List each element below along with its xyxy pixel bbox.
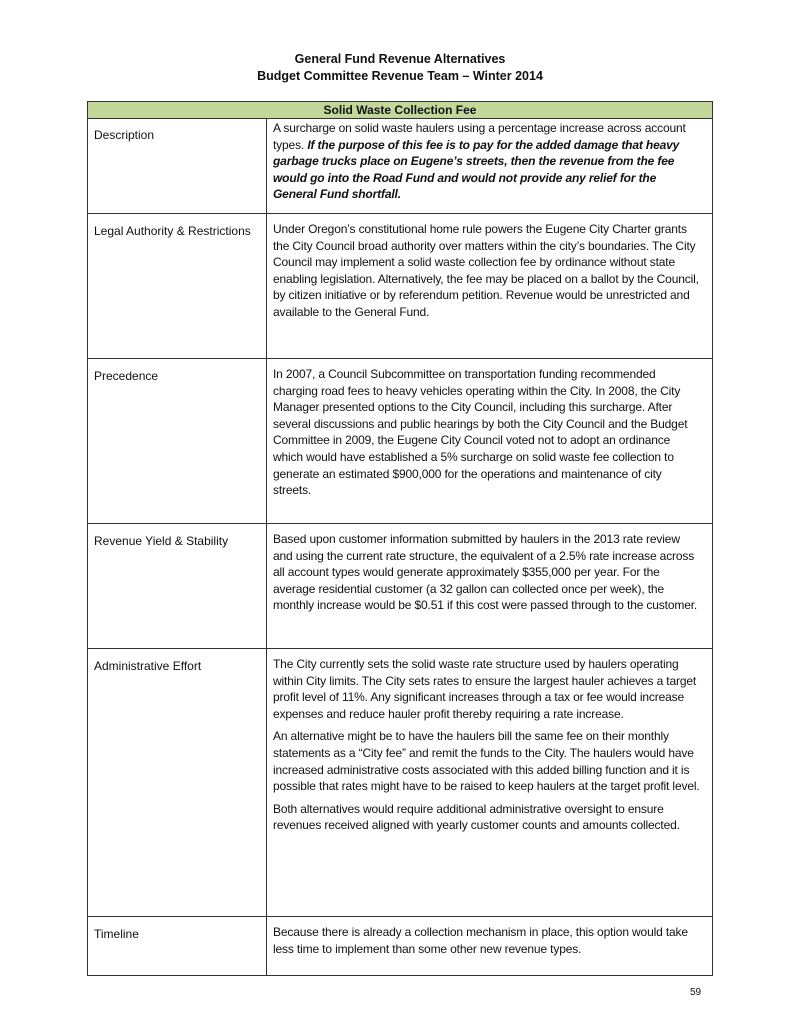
title-line-1: General Fund Revenue Alternatives (294, 52, 506, 66)
table-title: Solid Waste Collection Fee (88, 102, 713, 119)
revenue-alternative-table (87, 101, 713, 976)
row-text: A surcharge on solid waste haulers using a percentage increase across account types. (273, 121, 686, 152)
row-emphasis: If the purpose of this fee is to pay for the added damage that heavy garbage trucks place on Eugene’s streets, then the revenue from the fee would go into the Road Fund and would not provide any relief for the General Fund shortfall. (273, 137, 680, 202)
table-row-timeline (88, 917, 713, 976)
row-text: The City currently sets the solid waste rate structure used by haulers operating within City limits. The City sets rates to ensure the largest hauler achieves a target profit level of 11%. Any significant increases through a tax or fee would increase expenses and reduce hauler profit thereby requiring a rate increase. (273, 657, 697, 721)
row-label: Description (88, 119, 267, 214)
row-label: Timeline (88, 917, 267, 976)
table-row-administrative-effort (88, 649, 713, 917)
row-label: Revenue Yield & Stability (88, 524, 267, 649)
row-label: Administrative Effort (88, 649, 267, 917)
row-text: Based upon customer information submitted by haulers in the 2013 rate review and using the current rate structure, the equivalent of a 2.5% rate increase across all account types would generate approximately $355,000 per year. For the average residential customer (a 32 gallon can collected once per week), the monthly increase would be $0.51 if this cost were passed through to the customer. (273, 532, 698, 613)
page-number: 59 (690, 987, 702, 998)
row-text: Under Oregon’s constitutional home rule powers the Eugene City Charter grants the City Council broad authority over matters within the city’s boundaries. The City Council may implement a solid waste collection fee by ordinance without state enabling legislation. Alternatively, the fee may be placed on a ballot by the Council, by citizen initiative or by referendum petition. Revenue would be unrestricted and available to the General Fund. (273, 222, 699, 319)
title-line-2: Budget Committee Revenue Team – Winter 2014 (257, 69, 543, 83)
row-text: Both alternatives would require additional administrative oversight to ensure revenues received aligned with yearly customer counts and amounts collected. (273, 801, 680, 833)
row-text: In 2007, a Council Subcommittee on transportation funding recommended charging road fees to heavy vehicles operating within the City. In 2008, the City Manager presented options to the City Council, including this surcharge. After several discussions and public hearings by both the City Council and the Budget Committee in 2009, the Eugene City Council voted not to adopt an ordinance which would have established a 5% surcharge on solid waste fee collection to generate an estimated $900,000 for the operations and maintenance of city streets. (273, 367, 688, 498)
document-title (0, 51, 800, 85)
table-row-revenue-yield (88, 524, 713, 649)
row-label: Precedence (88, 359, 267, 524)
row-text: An alternative might be to have the haulers bill the same fee on their monthly statements as a “City fee” and remit the funds to the City. The haulers would have increased administrative costs associated with this added billing function and it is possible that rates might have to be raised to keep haulers at the target profit level. (273, 729, 700, 794)
row-label: Legal Authority & Restrictions (88, 214, 267, 359)
table-row-description (88, 119, 713, 214)
table-row-precedence (88, 359, 713, 524)
table-row-legal-authority (88, 214, 713, 359)
row-text: Because there is already a collection mechanism in place, this option would take less time to implement than some other new revenue types. (273, 925, 688, 956)
